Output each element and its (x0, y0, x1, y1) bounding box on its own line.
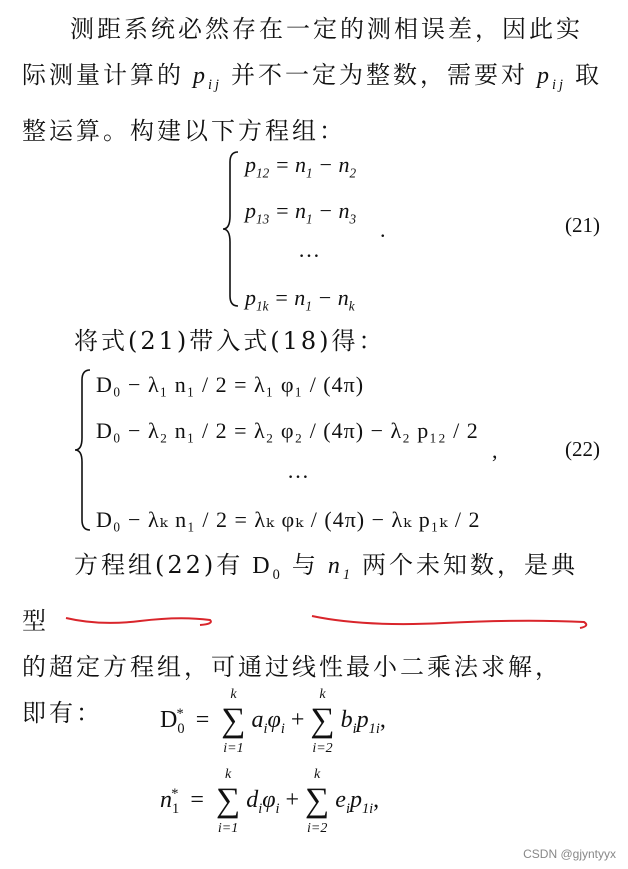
watermark: CSDN @gjyntyyx (523, 847, 616, 861)
sum-symbol-4: ∑ k i=2 (305, 767, 330, 837)
paragraph-intro (22, 6, 602, 154)
var-D0: $D_0$ (243, 553, 283, 583)
red-underline-2 (304, 608, 594, 632)
highlight-least-squares: 线性最小二乘法求解 (292, 652, 535, 681)
intro-text-lead: 测距系统必然存在一定的测相误差，因此实际测量计算的 (22, 15, 583, 89)
eq21-row3: $p_{1k} = n_1 - n_k$ (245, 285, 355, 314)
p3-text-f: ， (535, 652, 562, 681)
sum-symbol-2: ∑ k i=2 (310, 687, 335, 757)
equation-number-22: (22) (565, 437, 600, 461)
eq22-ellipsis: … (287, 458, 309, 483)
red-underline-1 (60, 608, 220, 630)
solution-eq2: $n_1^*$ = ∑ k i=1 $d_i\varphi_i$ + ∑ k i=2 $e_ip_{1i}$, (160, 767, 380, 837)
substitute-text: 将式(21)带入式(18)得： (74, 327, 386, 355)
p3-text-e: ，可通过 (184, 652, 292, 681)
left-brace-22 (74, 368, 94, 532)
eq21-period: . (380, 217, 386, 242)
intro-text-mid: 并不一定为整数，需要对 (231, 61, 528, 89)
var-n1: $n_1$ (318, 553, 354, 583)
eq22-row3: D₀ − λₖ n₁ / 2 = λₖ φₖ / (4π) − λₖ p₁ₖ / 2 (96, 507, 481, 532)
var-pij-2: $p_{ij}$ (537, 63, 566, 93)
eq21-row1: $p_{12} = n_1 - n_2$ (245, 152, 357, 181)
left-brace-21 (222, 150, 242, 308)
eq21-row2: $p_{13} = n_1 - n_3$ (245, 198, 357, 227)
p3-text-c: 两个未知数，是典型 (22, 551, 579, 635)
var-pij: $p_{ij}$ (193, 63, 222, 93)
sum-symbol-3: ∑ k i=1 (215, 767, 241, 837)
solution-eq1: $D_0^*$ = ∑ k i=1 $a_i\varphi_i$ + ∑ k i=2 $b_ip_{1i}$, (160, 687, 386, 757)
equation-number-21: (21) (565, 213, 600, 237)
intro-text-tail: 取整运算。构建以下方程组： (22, 61, 602, 145)
p3-text-g: 即有： (22, 698, 103, 727)
eq22-comma: , (492, 438, 498, 463)
eq22-row1: D₀ − λ₁ n₁ / 2 = λ₁ φ₁ / (4π) (96, 372, 365, 397)
sum-symbol-1: ∑ k i=1 (221, 687, 246, 757)
p3-text-d: 的 (22, 652, 49, 681)
eq21-ellipsis: … (298, 237, 320, 262)
p3-text-a: 方程组(22)有 (74, 551, 244, 579)
p3-text-b: 与 (291, 551, 319, 579)
highlight-overdetermined-system: 超定方程组 (49, 652, 184, 681)
eq22-row2: D₀ − λ₂ n₁ / 2 = λ₂ φ₂ / (4π) − λ₂ p₁₂ / 2 (96, 418, 479, 443)
paragraph-substitute (22, 318, 602, 364)
